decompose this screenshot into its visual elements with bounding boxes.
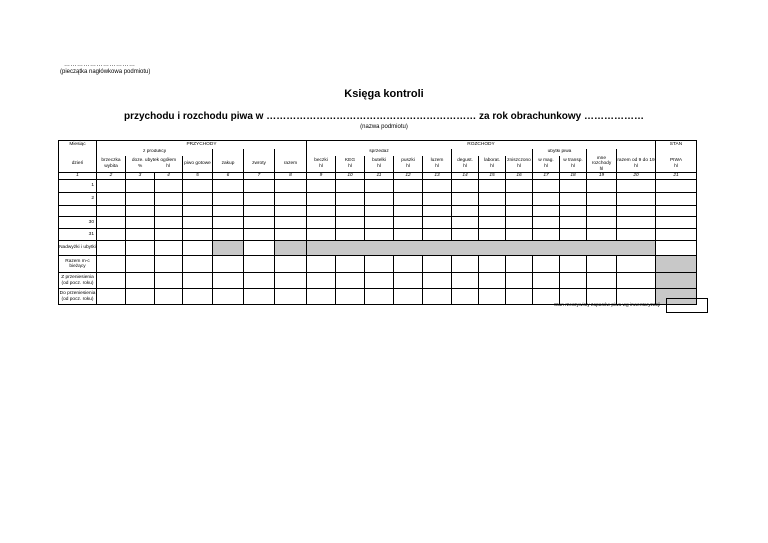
losses-header-label: doze. ubytek ogółem <box>131 158 177 164</box>
cell[interactable] <box>365 180 394 193</box>
cell[interactable] <box>365 289 394 305</box>
cell[interactable] <box>452 180 479 193</box>
cell[interactable] <box>452 289 479 305</box>
cell[interactable] <box>479 273 506 289</box>
gap-cell <box>275 206 307 217</box>
cell[interactable] <box>336 229 365 241</box>
gap-cell <box>423 206 452 217</box>
cell[interactable] <box>365 256 394 273</box>
income-header: PRZYCHODY <box>97 141 307 149</box>
bulk-label: luzem <box>430 158 444 164</box>
gap-cell <box>656 206 697 217</box>
day-row-2 <box>59 193 697 206</box>
cell[interactable] <box>560 193 587 206</box>
cell[interactable] <box>336 289 365 305</box>
cell[interactable] <box>365 229 394 241</box>
brewhouse-header: brzeczka wybita <box>97 156 126 173</box>
cell[interactable] <box>183 229 213 241</box>
returns-spacer <box>244 149 275 156</box>
cell[interactable] <box>587 180 617 193</box>
cell[interactable] <box>656 229 697 241</box>
cell[interactable] <box>533 273 560 289</box>
cell[interactable] <box>617 180 656 193</box>
cell[interactable] <box>213 217 244 229</box>
column-number: 1 <box>59 173 97 180</box>
cell[interactable] <box>126 180 155 193</box>
cell[interactable] <box>617 273 656 289</box>
cell[interactable] <box>506 256 533 273</box>
cell[interactable] <box>365 193 394 206</box>
cell[interactable] <box>155 289 183 305</box>
cell[interactable] <box>587 229 617 241</box>
bottles-unit: hl <box>377 163 381 169</box>
cell[interactable] <box>560 256 587 273</box>
cell-disabled <box>275 241 307 256</box>
gap-cell <box>126 206 155 217</box>
purchase-header: zakup <box>213 156 244 173</box>
column-number: 15 <box>479 173 506 180</box>
cell[interactable] <box>126 273 155 289</box>
in-storage-label: w mag. <box>538 158 554 164</box>
cell[interactable] <box>452 273 479 289</box>
cell[interactable] <box>97 289 126 305</box>
cell[interactable] <box>97 241 126 256</box>
total-outgo-unit: hl <box>634 163 638 169</box>
column-number: 9 <box>307 173 336 180</box>
cell[interactable] <box>336 217 365 229</box>
cell[interactable] <box>275 180 307 193</box>
cell[interactable] <box>506 180 533 193</box>
cell[interactable] <box>213 229 244 241</box>
outgo-misc-spacer <box>452 149 533 156</box>
day-row-31 <box>59 229 697 241</box>
cell[interactable] <box>336 193 365 206</box>
cell[interactable] <box>506 193 533 206</box>
gap-cell <box>244 206 275 217</box>
cell[interactable] <box>656 193 697 206</box>
barrels-label: beczki <box>314 158 328 164</box>
column-number: 19 <box>587 173 617 180</box>
in-storage-unit: hl <box>544 163 548 169</box>
gap-cell <box>183 206 213 217</box>
cell[interactable] <box>244 217 275 229</box>
cell[interactable] <box>213 256 244 273</box>
cell[interactable] <box>213 273 244 289</box>
cell[interactable] <box>479 256 506 273</box>
gap-cell <box>307 206 336 217</box>
cell[interactable] <box>479 193 506 206</box>
cell[interactable] <box>423 289 452 305</box>
gap-cell <box>394 206 423 217</box>
tasting-unit: hl <box>463 163 467 169</box>
gap-cell <box>336 206 365 217</box>
cell[interactable] <box>155 193 183 206</box>
cell[interactable] <box>452 193 479 206</box>
day-label: 30 <box>59 217 97 229</box>
gap-cell <box>365 206 394 217</box>
cell[interactable] <box>213 289 244 305</box>
cell[interactable] <box>307 273 336 289</box>
cell[interactable] <box>307 180 336 193</box>
other-label: inne rozchody <box>591 155 612 167</box>
cans-label: puszki <box>401 158 415 164</box>
in-transport-header <box>560 156 587 173</box>
summary-label: Z przeniesienia (od pocz. roku) <box>59 273 97 289</box>
in-storage-header <box>533 156 560 173</box>
summary-label: Do przeniesienia (od pocz. roku) <box>59 289 97 305</box>
cell-disabled <box>213 241 244 256</box>
cell[interactable] <box>394 193 423 206</box>
cell[interactable] <box>506 289 533 305</box>
cell[interactable] <box>617 256 656 273</box>
cell[interactable] <box>587 273 617 289</box>
finished-beer-header: piwo gotowe <box>183 156 213 173</box>
cell[interactable] <box>336 273 365 289</box>
cell[interactable] <box>560 217 587 229</box>
column-number: 6 <box>213 173 244 180</box>
cell[interactable] <box>506 217 533 229</box>
cell[interactable] <box>533 193 560 206</box>
income-production-header: z produkcji <box>97 149 213 156</box>
cell[interactable] <box>183 193 213 206</box>
tasting-label: degust. <box>457 158 473 164</box>
cell[interactable] <box>423 193 452 206</box>
cell[interactable] <box>183 256 213 273</box>
cell[interactable] <box>244 273 275 289</box>
column-number: 12 <box>394 173 423 180</box>
cell[interactable] <box>394 273 423 289</box>
cell[interactable] <box>617 217 656 229</box>
cell[interactable] <box>533 256 560 273</box>
beer-losses-header: ubytki piwa <box>533 149 587 156</box>
cell[interactable] <box>275 289 307 305</box>
other-spacer <box>587 149 617 156</box>
cell[interactable] <box>479 229 506 241</box>
inventory-note: Stan rzeczywisty zapasów piwa wg inwentaryzacji <box>554 303 661 308</box>
gap-cell <box>59 206 97 217</box>
gap-cell <box>452 206 479 217</box>
cell[interactable] <box>452 217 479 229</box>
cell[interactable] <box>656 241 697 256</box>
cell[interactable] <box>533 229 560 241</box>
ledger-table <box>58 140 697 305</box>
cell[interactable] <box>97 256 126 273</box>
losses-hl-header: hl <box>166 163 170 169</box>
cell[interactable] <box>155 180 183 193</box>
losses-subheaders <box>126 164 182 170</box>
cell[interactable] <box>423 256 452 273</box>
cans-header <box>394 156 423 173</box>
in-transport-label: w transp. <box>563 158 583 164</box>
column-number: 13 <box>423 173 452 180</box>
income-total-spacer <box>275 149 307 156</box>
column-number: 4 <box>155 173 183 180</box>
cell[interactable] <box>394 217 423 229</box>
keg-header <box>336 156 365 173</box>
cell[interactable] <box>183 273 213 289</box>
column-number: 16 <box>506 173 533 180</box>
cell[interactable] <box>423 273 452 289</box>
cell[interactable] <box>479 180 506 193</box>
cell[interactable] <box>126 241 155 256</box>
cell[interactable] <box>97 273 126 289</box>
cell[interactable] <box>587 217 617 229</box>
cell[interactable] <box>244 241 275 256</box>
surplus-row <box>59 241 697 256</box>
cell[interactable] <box>394 229 423 241</box>
document-subtitle: przychodu i rozchodu piwa w ……………………………………………………… za rok obrachunkowy ……………… <box>123 111 645 122</box>
cell[interactable] <box>183 217 213 229</box>
cell[interactable] <box>183 241 213 256</box>
column-number: 3 <box>126 173 155 180</box>
cell[interactable] <box>394 180 423 193</box>
column-number: 11 <box>365 173 394 180</box>
returns-header: zwroty <box>244 156 275 173</box>
day-label: 1 <box>59 180 97 193</box>
cell[interactable] <box>213 193 244 206</box>
day-row-gap <box>59 206 697 217</box>
cell[interactable] <box>183 180 213 193</box>
inventory-box[interactable] <box>666 298 708 313</box>
cell[interactable] <box>617 193 656 206</box>
bulk-header <box>423 156 452 173</box>
cell[interactable] <box>126 289 155 305</box>
keg-label: KEG <box>344 158 356 164</box>
gap-cell <box>97 206 126 217</box>
cell[interactable] <box>423 229 452 241</box>
total-outgo-label: razem od 9 do 19 <box>617 158 655 164</box>
outgo-header: ROZCHODY <box>307 141 656 149</box>
cell[interactable] <box>506 229 533 241</box>
column-number: 18 <box>560 173 587 180</box>
cans-unit: hl <box>406 163 410 169</box>
gap-cell <box>560 206 587 217</box>
outgo-disabled <box>307 241 656 256</box>
stamp-label: (pieczątka nagłówkowa podmiotu) <box>60 69 151 75</box>
cell[interactable] <box>307 193 336 206</box>
column-number: 20 <box>617 173 656 180</box>
column-numbers-row <box>59 173 697 180</box>
bottles-label: butelki <box>372 158 386 164</box>
losses-header <box>126 156 183 173</box>
in-transport-unit: hl <box>571 163 575 169</box>
gap-cell <box>587 206 617 217</box>
cell[interactable] <box>244 193 275 206</box>
cell[interactable] <box>155 229 183 241</box>
column-number: 21 <box>656 173 697 180</box>
cell[interactable] <box>506 273 533 289</box>
stamp-dots: …………………………… <box>64 62 136 68</box>
lab-unit: hl <box>490 163 494 169</box>
cell[interactable] <box>97 229 126 241</box>
gap-cell <box>533 206 560 217</box>
cell[interactable] <box>307 229 336 241</box>
keg-unit: hl <box>348 163 352 169</box>
stock-unit: hl <box>674 163 678 169</box>
cell[interactable] <box>423 217 452 229</box>
cell[interactable] <box>560 229 587 241</box>
cell[interactable] <box>617 229 656 241</box>
cell[interactable] <box>155 217 183 229</box>
cell[interactable] <box>394 256 423 273</box>
cell[interactable] <box>452 256 479 273</box>
gap-cell <box>479 206 506 217</box>
cell[interactable] <box>126 193 155 206</box>
cell[interactable] <box>560 180 587 193</box>
surplus-label: Nadwyżki i ubytki <box>59 241 97 256</box>
cell[interactable] <box>365 273 394 289</box>
cell[interactable] <box>479 289 506 305</box>
document-title: Księga kontroli <box>344 88 424 100</box>
cell[interactable] <box>423 180 452 193</box>
column-number: 2 <box>97 173 126 180</box>
column-number: 7 <box>244 173 275 180</box>
day-label: 31 <box>59 229 97 241</box>
gap-cell <box>506 206 533 217</box>
cell[interactable] <box>244 180 275 193</box>
destroyed-label: zniszczono <box>507 158 531 164</box>
day-row-1 <box>59 180 697 193</box>
stock-cell-disabled <box>656 273 697 289</box>
month-header: Miesiąc <box>59 141 97 149</box>
cell[interactable] <box>479 217 506 229</box>
cell[interactable] <box>307 289 336 305</box>
other-unit: hl <box>599 166 604 172</box>
gap-cell <box>617 206 656 217</box>
lab-header <box>479 156 506 173</box>
cell[interactable] <box>97 180 126 193</box>
column-number: 5 <box>183 173 213 180</box>
cell[interactable] <box>533 217 560 229</box>
day-label: 2 <box>59 193 97 206</box>
summary-label: Razem m-c bieżący <box>59 256 97 273</box>
cell[interactable] <box>656 217 697 229</box>
barrels-unit: hl <box>319 163 323 169</box>
cell[interactable] <box>213 180 244 193</box>
sales-header: sprzedaż <box>307 149 452 156</box>
cell[interactable] <box>155 256 183 273</box>
cell[interactable] <box>533 180 560 193</box>
carried-in-row <box>59 273 697 289</box>
cell[interactable] <box>97 217 126 229</box>
month-total-row <box>59 256 697 273</box>
cell[interactable] <box>394 289 423 305</box>
total-outgo-spacer <box>617 149 656 156</box>
cell[interactable] <box>365 217 394 229</box>
column-number: 8 <box>275 173 307 180</box>
column-number: 17 <box>533 173 560 180</box>
cell[interactable] <box>183 289 213 305</box>
cell[interactable] <box>275 273 307 289</box>
cell[interactable] <box>656 180 697 193</box>
gap-cell <box>213 206 244 217</box>
cell[interactable] <box>244 289 275 305</box>
cell[interactable] <box>275 256 307 273</box>
total-outgo-header <box>617 156 656 173</box>
cell[interactable] <box>336 256 365 273</box>
day-row-30 <box>59 217 697 229</box>
stock-cell-disabled <box>656 256 697 273</box>
cell[interactable] <box>275 217 307 229</box>
purchase-spacer <box>213 149 244 156</box>
lab-label: laborat. <box>484 158 500 164</box>
cell[interactable] <box>275 229 307 241</box>
cell[interactable] <box>452 229 479 241</box>
cell[interactable] <box>244 256 275 273</box>
cell[interactable] <box>126 217 155 229</box>
cell[interactable] <box>275 193 307 206</box>
cell[interactable] <box>587 256 617 273</box>
day-header: dzień <box>59 156 97 173</box>
column-number: 10 <box>336 173 365 180</box>
cell[interactable] <box>307 217 336 229</box>
stock-beer-label: PIWA <box>669 158 683 164</box>
month-header-spacer <box>59 149 97 156</box>
cell[interactable] <box>155 273 183 289</box>
destroyed-unit: hl <box>517 163 521 169</box>
stock-header: STAN <box>656 141 697 149</box>
bottles-header <box>365 156 394 173</box>
cell[interactable] <box>126 256 155 273</box>
column-number: 14 <box>452 173 479 180</box>
barrels-header <box>307 156 336 173</box>
tasting-header <box>452 156 479 173</box>
entity-name-note: (nazwa podmiotu) <box>360 124 408 130</box>
cell[interactable] <box>560 273 587 289</box>
cell[interactable] <box>307 256 336 273</box>
losses-pct-header: % <box>138 163 143 169</box>
stock-beer-header <box>656 156 697 173</box>
income-total-header: razem <box>275 156 307 173</box>
other-header <box>587 156 617 173</box>
cell[interactable] <box>97 193 126 206</box>
cell[interactable] <box>587 193 617 206</box>
cell[interactable] <box>244 229 275 241</box>
cell[interactable] <box>155 241 183 256</box>
bulk-unit: hl <box>435 163 439 169</box>
stock-spacer <box>656 149 697 156</box>
destroyed-header <box>506 156 533 173</box>
gap-cell <box>155 206 183 217</box>
cell[interactable] <box>336 180 365 193</box>
cell[interactable] <box>126 229 155 241</box>
